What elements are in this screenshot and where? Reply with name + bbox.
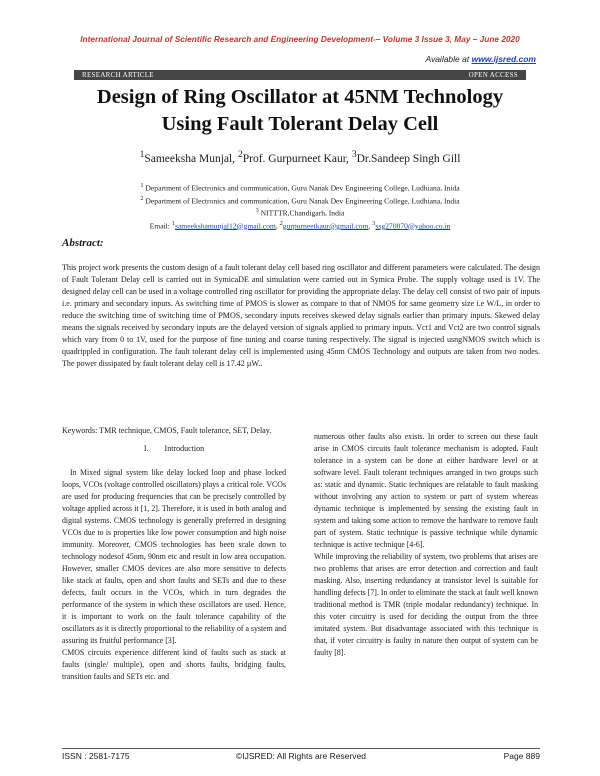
article-type: RESEARCH ARTICLE: [82, 71, 154, 79]
author-2: Prof. Gurpurneet Kaur,: [242, 152, 352, 165]
journal-link[interactable]: www.ijsred.com: [471, 54, 536, 64]
left-paragraph-1: In Mixed signal system like delay locked loop and phase locked loops, VCOs (voltage controlled oscillators) plays a critical role. VCOs are used for producing frequencies that can be precisely controlled by voltage applied across it [1, 2]. Therefore, it is used in both analog and digital systems. CMOS technology is generally preferred in designing VCOs due to is properties like low power consumption and high noise immunity. Moreover, CMOS technologies has been scale down to technology nodesof 45nm, 90nm etc and result in low area occupation. However, smaller CMOS devices are also more sensitive to defects like stack at faults, open and short faults and SETs and due to these defects, fault occurs in the VCOs, which in turn degrades the performance of the system in which these oscillators are used. Hence, it is important to work on the fault tolerance capability of the oscillators as it is directly proportional to the reliability of a system and assuring its fruitful performance [3].: [62, 468, 286, 645]
keywords: Keywords: TMR technique, CMOS, Fault tolerance, SET, Delay.: [62, 426, 272, 435]
affiliations: [0, 181, 600, 231]
page-number: Page 889: [503, 751, 540, 761]
left-paragraph-2: CMOS circuits experience different kind of faults such as stack at faults (single/ multiple), open and shorts faults, bridging faults, transition faults and SETs etc. and: [62, 648, 286, 681]
title-line-2: Using Fault Tolerant Delay Cell: [161, 113, 439, 135]
author-3-sup: 3: [351, 149, 357, 160]
affiliation-1: $^1$ Department of Electronics and communication, Guru Nanak Dev Engineering College, Ludhiana, Inida: [140, 182, 460, 193]
right-column: [314, 431, 538, 659]
paper-title: [40, 84, 560, 138]
available-prefix: Available at: [425, 54, 472, 64]
email-line: Email: $^1$sameekshamunjal12@gmail.com, $^2$gurpurneetkaur@gmail.com, $^3$ssg270870@yahoo.co.in: [149, 219, 451, 231]
title-line-1: Design of Ring Oscillator at 45NM Technology: [96, 86, 504, 108]
article-type-bar: [74, 70, 526, 80]
email-link-3[interactable]: ssg270870@yahoo.co.in: [375, 221, 451, 231]
abstract-text: This project work presents the custom design of a fault tolerant delay cell based ring oscillator and different parameters were calculated. The design of Fault Tolerant Delay cell is carried out in SymicaDE and simulation were carried out in Symica Probe. The supply voltage used is 1V. The designed delay cell can be used in a voltage controlled ring oscillator for providing the appropriate delay. The delay cell consist of two pair of inputs i.e. primary and secondary inputs. As switching time of PMOS is slower as compare to that of NMOS for same geometry size i.e W/L, in order to reduce the switching time of switching time of PMOS, secondary inputs receives skewed delay signals earlier than primary inputs. Skewed delay means the signals received by secondary inputs are the delayed version of signals applied to primary inputs. Vct1 and Vct2 are two control signals which vary from 0 to 1V, used for the purpose of fine tuning and coarse tuning respectively. The signal is injected usngNMOS switch which is quadrippled in configuration. The fault tolerant delay cell is implemented using 45nm CMOS Technology and outputs are taken from two nodes. The power dissipated by fault tolerant delay cell is 17.42 µW..: [62, 263, 540, 368]
right-paragraph-2: While improving the reliability of system, two problems that arises are two problems that arises are error detection and correction and fault masking. Also, inserting redundancy at transistor level is suitable for handling defects [7]. In order to eliminate the stack at fault well known traditional method is TMR (triple modalar redundancy) technique. In this voter circuitry is used for deciding the output from the three imitated system. But disadvantage associated with this technique is that, if voter circuitry is faulty in nature then output of system can be faulty [8].: [314, 552, 538, 657]
affiliation-2: $^2$ Department of Electronics and communication, Guru Nanak Dev Engineering College, Ludhiana, India: [140, 194, 460, 206]
open-access: OPEN ACCESS: [468, 71, 518, 79]
affiliation-3: $^3$ NITTTR,Chandigarh, India: [255, 207, 345, 218]
author-2-sup: 2: [237, 149, 243, 160]
left-column: [62, 443, 286, 683]
author-3: Dr.Sandeep Singh Gill: [356, 152, 461, 165]
author-1-sup: 1: [139, 149, 145, 160]
available-at: [425, 54, 536, 64]
issn: ISSN : 2581-7175: [62, 751, 130, 761]
author-list: [0, 149, 600, 165]
email-link-1[interactable]: sameekshamunjal12@gmail.com: [174, 221, 276, 231]
journal-header: International Journal of Scientific Research and Engineering Development-– Volume 3 Issue 3, May – June 2020: [80, 34, 520, 44]
right-paragraph-1: numerous other faults also exists. In order to screen out these fault arise in CMOS circuits fault tolerance mechanism is adopted. Fault tolerance in a system can be done at either hardware level or at software level. Fault tolerant techniques arranged in two groups such as: static and dynamic. Static techniques are relatable to fault masking without involving any action to system or part of system whereas dynamic technique is implemented by sensing the existing fault in system and taking some action to remove the hardware to remove fault part of system. Static technique is passive technique while dynamic technique is active technique [4-6].: [314, 432, 538, 549]
abstract-heading: Abstract:: [62, 237, 104, 249]
copyright: ©IJSRED: All Rights are Reserved: [235, 751, 367, 761]
email-link-2[interactable]: gurpurneetkaur@gmail.com: [282, 221, 369, 231]
author-1: Sameeksha Munjal,: [144, 152, 238, 165]
section-heading: I. Introduction: [143, 444, 205, 453]
footer-divider: [62, 748, 540, 749]
